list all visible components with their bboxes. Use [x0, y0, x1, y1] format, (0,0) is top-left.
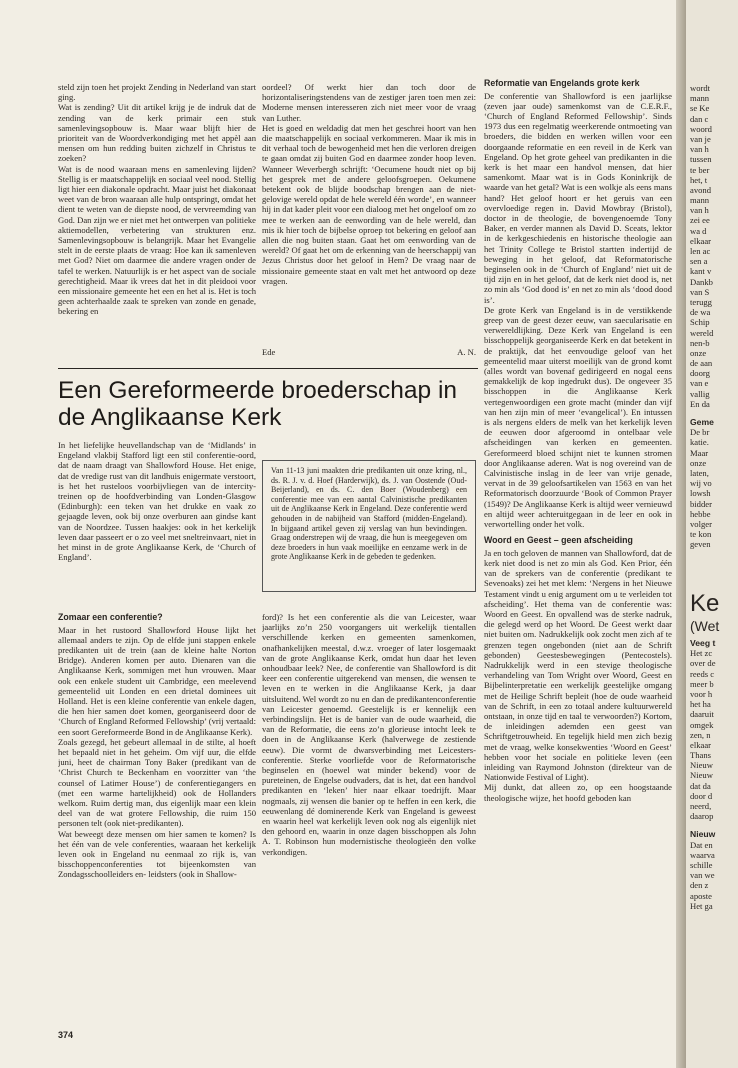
- line: tussen: [690, 154, 712, 165]
- paragraph: oordeel? Of werkt hier dan toch door de horizontaliseringstendens van de zestiger jaren toen men zei: Moderne mensen interesseren zich niet meer voor de vraag van Luther.: [262, 82, 476, 123]
- column-3: [484, 78, 672, 1024]
- line: den z: [690, 880, 709, 891]
- article-intro: [58, 440, 256, 600]
- line: wij vo: [690, 478, 712, 489]
- line: Nieuw: [690, 770, 713, 781]
- line: Dat en: [690, 839, 713, 850]
- line: voor h: [690, 688, 713, 699]
- paragraph: Maar in het rustoord Shallowford House lijkt het allemaal anders te zijn. Op de elfde juni stappen enkele predikanten uit de trein (aan de kleine halte Norton Bridge). Anderen komen per auto. Dienaren van die Anglikaanse Kerk, sommigen met hun vrouwen. Maar ook een enkele student uit Cambridge, een meelevend gemeentelid uit Londen en een drietal dominees uit Holland. Het is een kleine conferentie van enkele dagen, die hen hier samen doet komen, georganiseerd door de ‘Church of England Reformed Fellowship’ (vrij vertaald: een soort Gereformeerde Bond in de Anglikaanse Kerk).: [58, 624, 256, 737]
- article-title: Een Gereformeerde broederschap in de Anglikaanse Kerk: [58, 377, 458, 431]
- line: mann: [690, 195, 710, 206]
- line: lowsh: [690, 488, 711, 499]
- line: volger: [690, 518, 712, 529]
- line: elkaar: [690, 235, 711, 246]
- intro-paragraph: In het liefelijke heuvellandschap van de ‘Midlands’ in Engeland vlakbij Stafford ligt een stil conferentie-oord, dat de naam draagt van Shallowford House. Het enige, dat de vredige rust van dit landhuis enigermate verstoort, is het het rusteloos voorbijvliegen van de intercity-treinen op de hoofdverbinding van Londen-Glasgow (Edinburgh): een teken van het drukke en vaak zo gejaagde leven, ook bij onze overburen aan gindse kant van de Noordzee. Tussen haakjes: ook in het kerkelijk leven daar passeert er o zo veel met sneltreinvaart, niet in het minst in de grote Anglikaanse Kerk, de ‘Church of England’.: [58, 440, 256, 563]
- section-divider: [58, 368, 478, 369]
- line: daarop: [690, 811, 714, 822]
- line: doorg: [690, 368, 710, 379]
- line: nen-b: [690, 337, 710, 348]
- page-number: 374: [58, 1030, 74, 1040]
- line: Dankb: [690, 276, 713, 287]
- line: terugg: [690, 296, 712, 307]
- section-heading: Reformatie van Engelands grote kerk: [484, 78, 640, 88]
- line: het ha: [690, 699, 711, 710]
- line: wereld: [690, 327, 714, 338]
- line: dan c: [690, 113, 709, 124]
- line: sen a: [690, 256, 708, 267]
- line: elkaar: [690, 739, 711, 750]
- line: zei ee: [690, 215, 710, 226]
- paragraph: Het is goed en weldadig dat men het geschrei hoort van hen die maatschappelijk en sociaal verkommeren. Maar ik mis in dit verhaal toch de bewogenheid met hen die verloren dreigen te gaan omdat zij buiten God en daarmee zonder hoop leven. Wanneer Weverbergh schrijft: ‘Oecumene houdt niet op bij het gesprek met de andere geloofsgroepen. Oekumene betekent ook de blijde boodschap brengen aan de niet-gelovige wereld opdat de hele wereld één worde’, en wanneer hij in dat kader pleit voor een dialoog met het ongeloof om zo mee te werken aan de eenwording van de hele wereld, dan mis ik hier toch de bijbelse oproep tot bekering en geloof aan allen die nog buiten staan. Gaat het om eenwording van de wereld? Of gaat het om de erkenning van de heerschappij van Jezus Christus door het geloof in Hem? De vraag naar de missionaire gemeente staat en valt met het antwoord op deze vragen.: [262, 122, 476, 286]
- line: katie.: [690, 437, 709, 448]
- line: aposte: [690, 890, 712, 901]
- adjacent-title: Ke: [690, 590, 720, 617]
- line: omgek: [690, 719, 714, 730]
- line: van h: [690, 144, 709, 155]
- line: Maar: [690, 447, 709, 458]
- line: het, t: [690, 174, 708, 185]
- line: onze: [690, 347, 707, 358]
- adjacent-subtitle: (Wet: [690, 618, 720, 634]
- line: de aan: [690, 358, 713, 369]
- line: laten,: [690, 467, 709, 478]
- line: waarva: [690, 849, 715, 860]
- line: de wa: [690, 307, 711, 318]
- section-heading: Zomaar een conferentie?: [58, 612, 163, 622]
- line: schille: [690, 859, 713, 870]
- line: vallig: [690, 388, 710, 399]
- adjacent-page-edge: [686, 0, 738, 1068]
- line: Thans: [690, 750, 712, 761]
- line: En da: [690, 398, 710, 409]
- adjacent-column-top: [690, 83, 736, 549]
- info-box-text: Van 11-13 juni maakten drie predikanten uit onze kring, nl., ds. R. J. v. d. Hoef (Harderwijk), ds. J. van Oostende (Oud-Beijerland), en ds. C. den Boer (Woudenberg) een conferentie mee van een aantal Calvinistische predikanten uit de Anglikaanse Kerk in Engeland. Deze conferentie werd gehouden in de nabijheid van Stafford (midden-Engeland). In bijgaand artikel geven zij verslag van hun bevindingen. Graag onderstrepen wij de vraag, die hun is meegegeven om deze broeders in hun vaak moeilijke en eenzame werk in de grote Anglikaanse Kerk in de gebeden te gedenken.: [271, 466, 467, 562]
- line: geven: [690, 539, 711, 550]
- line: door d: [690, 790, 713, 801]
- line: van we: [690, 870, 715, 881]
- line: hebbe: [690, 508, 711, 519]
- line: bidder: [690, 498, 712, 509]
- line: neerd,: [690, 801, 712, 811]
- line: meer b: [690, 678, 714, 689]
- paragraph: ford)? Is het een conferentie als die van Leicester, waar jaarlijks zo’n 250 voorgangers uit werkelijk tientallen verschillende kerken en gemeenten samenkomen, onafhankelijken meestal, d.w.z. vroeger of later losgemaakt van de grote Anglikaanse Kerk, omdat hun daar het leven onhoudbaar leek? Nee, de conferentie van Shallowford is dit keer een conferentie uitgerekend van mensen, die wensen te leven en te werken in die Anglikaanse Kerk, ja daar uitsluitend. Wel wordt zo nu en dan de predikantenconferentie van Leicester genoemd. Geestelijk is er kennelijk een verbindingslijn. Het is de banier van de oude waarheid, die van de Reformatie, die eens zo’n glorieuse intocht leek te doen in de Anglikaanse Kerk (halverwege de zestiende eeuw). Die vormt de dwarsverbinding met Leicesters-conferentie. Sterke voorliefde voor de Reformatorische beginselen en (hoewel wat minder bekend) voor de pureteinen, de Engelse oudvaders, dat is het, dat een handvol predikanten en ‘leken’ hier naar elkaar toedrijft. Maar nogmaals, zij wensen die banier op te heffen in een kerk, die eeuwenlang dé dominerende Kerk van Engeland is geweest en waarin heel wat kerkelijk leven ook nog als eigenlijk niet den gehoord en, waarin in onze dagen bisschoppen als John A. T. Robinson hun modernistische theologieën den volke verkondigen.: [262, 612, 476, 857]
- line: reeds c: [690, 668, 715, 679]
- line: daaruit: [690, 709, 714, 720]
- column-1-top: [58, 82, 256, 370]
- page-gutter-shadow: [676, 0, 686, 1068]
- line: Het zc: [690, 648, 713, 659]
- line: van je: [690, 133, 711, 144]
- line: van S: [690, 286, 710, 297]
- line: te ber: [690, 164, 710, 175]
- paragraph: Zoals gezegd, het gebeurt allemaal in de stilte, al hoeft het bepaald niet in het geheim. Om vijf uur, die elfde juni, heet de chairman Tony Baker (predikant van de ‘Christ Church te Beckenham en voorzitter van ‘the counsel of Latimer House’) de conferentiegangers en (met een warme hartelijkheid) ook de Hollanders welkom. Ruim dertig man, dus eigenlijk maar een klein deel van de wat grotere Fellowship, die ruim 150 personen telt (ook niet-predikanten).: [58, 736, 256, 829]
- line: avond: [690, 184, 712, 195]
- line: kant v: [690, 266, 712, 277]
- column-1-bottom: [58, 606, 256, 1024]
- adjacent-heading: Nieuw: [690, 829, 716, 840]
- paragraph: Wat is de nood waaraan mens en samenleving lijden? Stellig is er maatschappelijk en sociaal veel nood. Stellig ligt hier een diakonale opdracht. Maar juist het diakonaat weet van de bron waaraan alle hulp ontspringt, omdat het dient te weten van de diepste nood, de vervreemding van God. Dan zijn we er niet met het ontwerpen van politieke aktiemodellen, verbetering van strukturen enz. Samenlevingsopbouw is belangrijk. Maar het Evangelie stelt in de eerste plaats de vraag: Hoe kan ik samenleven met God? Niet om daarmee die andere vragen onder de tafel te werken. Natuurlijk is er het aspect van de sociale gerechtigheid. Maar ik vrees dat het in dit pleidooi voor een missionaire gemeente het een en het al is. Het is toch geen achterhaalde zaak te spreken van zonde en genade, bekering en: [58, 163, 256, 317]
- line: van e: [690, 378, 709, 389]
- paragraph: steld zijn toen het projekt Zending in Nederland van start ging.: [58, 82, 256, 103]
- paragraph: De conferentie van Shallowford is een jaarlijkse (zeven jaar oude) samenkomst van de C.E.R.F., ‘Church of England Reformed Fellowship’. Sinds 1973 dus een regelmatig weerkerende ontmoeting van broeders, die bidden en werken willen voor een doorgaande reformatie en een reveil in de Kerk van Engeland. Op het grote geheel van predikanten in die kerk is het maar een handvol mensen, dat hier samenkomt. Maar wat is in Gods Koninkrijk de waarde van het getal? Wat is een wolkje als eens mans hand? Het geloof hoort er het geruis van een overvloedige regen in. David Mowbray (Bristol), doctor in de theologie, de bovengenoemde Tony Baker, en verder mannen als David D. Sceats, lektor in de kerkgeschiedenis en historische theologie aan het Trinity College te Bristol startten indertijd de beweging in het geloof, dat Reformatorische beginselen ook in de ‘Church of England’ niet uit de tijd zijn en in het geloof, dat de kerk niet dood is, net zo min als ‘God dood is’ en net zo min als ‘dood dood is’.: [484, 90, 672, 305]
- line: van h: [690, 205, 709, 216]
- line: mann: [690, 93, 710, 104]
- line: woord: [690, 123, 712, 134]
- paragraph: De grote Kerk van Engeland is in de verstikkende greep van de geest dezer eeuw, van saecularisatie en verwereldlijking. Deze Kerk van Engeland is een bisschoppelijk georganiseerde Kerk en dat betekent in de praktijk, dat het eenvoudige geloof van het gemeentelid maar uiterst moeilijk van de grond komt (alles wordt van bovenaf gedirigeerd en nogal eens gemakkelijk de kop ingedrukt dus). De ongeveer 35 bisschoppen in die Anglikaanse Kerk vertegenwoordigen een grote macht (minder dan vijf van hen zijn min of meer ‘evangelical’). En intussen is als nergens elders de melk van het kerkelijk leven de eeuwen door afgeroomd in ontelbaar vele afscheidingen van kerken en gemeenten. Gereformeerd bloed schijnt niet te kunnen stromen door Anglikaanse aderen. Wat is nog overeind van de Calvinistische inslag in de leer van vrije genade, vervat in de 39 geloofsartikelen van 1563 en van het Reformatorisch doorzuurde ‘Book of Common Prayer (1549)? De Anglikaanse Kerk is altijd weer vernieuwd en altijd weer achteruitgegaan in de leer en ook in verwortelling onder het volk.: [484, 304, 672, 530]
- column-2-bottom: [262, 612, 476, 1024]
- paragraph: Wat is zending? Uit dit artikel krijg je de indruk dat de zending van de kerk primair een stuk samenlevingsopbouw is. Maar waar blijft hier de prioriteit van de Woordverkondiging met het appèl aan mensen om hun redding buiten zichzelf in Christus te zoeken?: [58, 102, 256, 164]
- line: se Ke: [690, 103, 710, 114]
- line: Nieuw: [690, 760, 713, 771]
- info-box: [262, 460, 476, 592]
- line: dat da: [690, 780, 711, 791]
- paragraph: Ja en toch geloven de mannen van Shallowford, dat de kerk niet dood is net zo min als God. Ken Prior, één van de sprekers van de conferentie (predikant te Sevenoaks) zei het met klem: ‘Nergens in het Nieuwe Testament vindt u enig argument om u te verleiden tot afscheiding’. Het thema van de conferentie was: Woord en Geest. En opvallend was de sterke nadruk, die gelegd werd op het Woord. De Geest werkt daar niet buiten om. Nadrukkelijk ook zocht men zich af te grenzen tegen ongebonden (niet aan de Schrift gebonden) Geestesbewegingen (Pentecostels). Nadrukkelijk werd in een stevige theologische verhandeling van Tom Wright over Woord, Geest en Bijbelinterpretatie een werkelijk geestelijke omgang met de Heilige Schrift bepleit (hoe de oude waarheid van de Schrift, in een zo totaal andere kultuurwereld ontstaan, in onze tijd en taal te verwoorden?) Kortom, de inleidingen ademden een geest van Schriftgetrouwheid. En tegelijk hield men zich bezig met de vraag, welke konsekwenties ‘Woord en Geest’ hebben voor het sociale en politieke leven (een inleiding van Raymond Johnston (direkteur van de Nationwide Festival of Light).: [484, 547, 672, 783]
- adjacent-column-bottom: [690, 638, 736, 911]
- signoff-place: Ede: [262, 347, 276, 357]
- line: Schip: [690, 317, 710, 328]
- paragraph: Mij dunkt, dat alleen zo, op een hoogstaande theologische wijze, het hoofd geboden kan: [484, 782, 672, 803]
- line: zen, n: [690, 729, 711, 740]
- line: over de: [690, 658, 716, 669]
- line: te kon: [690, 529, 712, 540]
- section-heading: Woord en Geest – geen afscheiding: [484, 535, 633, 546]
- signoff-author: A. N.: [457, 347, 476, 357]
- line: wordt: [690, 83, 711, 93]
- adjacent-heading: Geme: [690, 417, 714, 427]
- column-2-top: [262, 82, 476, 346]
- line: Het ga: [690, 900, 713, 911]
- line: len ac: [690, 246, 711, 256]
- paragraph: Wat beweegt deze mensen om hier samen te komen? Is het één van de vele conferenties, waaraan het kerkelijk leven ook in Engeland nu eenmaal zo rijk is, van bisschoppenconferenties tot bijeenkomsten van Zondagsschoolleiders en- leidsters (ook in Shallow-: [58, 828, 256, 880]
- signoff: [262, 347, 476, 357]
- line: wa d: [690, 225, 707, 236]
- adjacent-heading: Veeg t: [690, 638, 716, 648]
- line: onze: [690, 457, 707, 468]
- line: De br: [690, 427, 710, 438]
